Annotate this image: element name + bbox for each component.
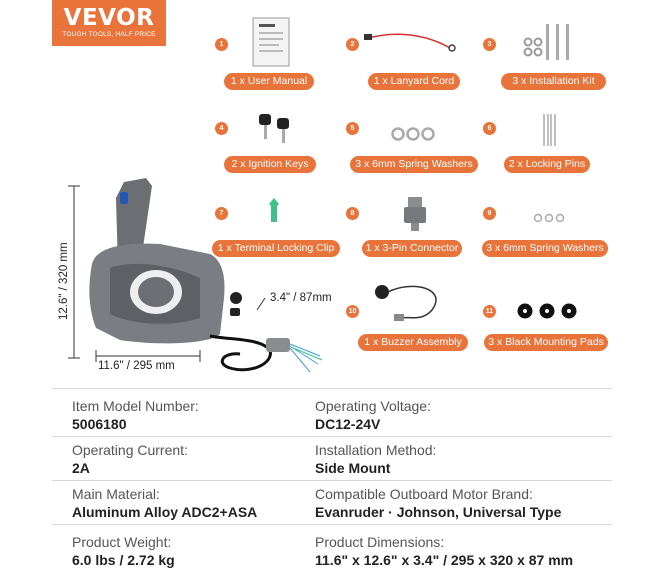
- part-label-locking-pins: 2 x Locking Pins: [504, 156, 590, 173]
- part-label-spring-washers: 3 x 6mm Spring Washers: [350, 156, 478, 173]
- part-label-3-pin-connector: 1 x 3-Pin Connector: [362, 240, 462, 257]
- screws-icon: [520, 20, 575, 68]
- part-number: 11: [483, 305, 496, 318]
- spec-divider: [52, 388, 612, 389]
- spec-label-weight: Product Weight:: [72, 534, 172, 550]
- spec-label-compatible-brand: Compatible Outboard Motor Brand:: [315, 486, 533, 502]
- dimension-depth: 3.4" / 87mm: [270, 292, 332, 304]
- part-number: 3: [483, 38, 496, 51]
- spec-value-compatible-brand: Evanruder · Johnson, Universal Type: [315, 504, 562, 520]
- spec-divider: [52, 480, 612, 481]
- part-label-small-spring-washers: 3 x 6mm Spring Washers: [482, 240, 608, 257]
- pads-icon: [515, 302, 579, 320]
- spec-value-current: 2A: [72, 460, 90, 476]
- spec-label-material: Main Material:: [72, 486, 160, 502]
- part-number: 5: [346, 122, 359, 135]
- spec-label-model: Item Model Number:: [72, 398, 199, 414]
- part-number: 2: [346, 38, 359, 51]
- part-number: 4: [215, 122, 228, 135]
- washers-icon: [390, 126, 436, 142]
- spec-divider: [52, 524, 612, 525]
- dimension-width: 11.6" / 295 mm: [98, 360, 175, 372]
- small-washers-icon: [532, 212, 566, 224]
- spec-value-dimensions: 11.6" x 12.6" x 3.4" / 295 x 320 x 87 mm: [315, 552, 574, 568]
- part-number: 9: [483, 207, 496, 220]
- spec-label-current: Operating Current:: [72, 442, 188, 458]
- part-label-buzzer-assembly: 1 x Buzzer Assembly: [358, 334, 468, 351]
- buzzer-icon: [372, 278, 448, 326]
- keys-icon: [255, 110, 295, 148]
- spec-label-voltage: Operating Voltage:: [315, 398, 431, 414]
- dimension-height: 12.6" / 320 mm: [58, 242, 70, 320]
- part-label-installation-kit: 3 x Installation Kit: [501, 73, 606, 90]
- part-number: 8: [346, 207, 359, 220]
- part-label-lanyard-cord: 1 x Lanyard Cord: [368, 73, 460, 90]
- spec-value-voltage: DC12-24V: [315, 416, 381, 432]
- part-label-user-manual: 1 x User Manual: [224, 73, 314, 90]
- spec-divider: [52, 436, 612, 437]
- lanyard-icon: [362, 26, 462, 56]
- throttle-control-image: [60, 168, 360, 390]
- part-number: 10: [346, 305, 359, 318]
- part-label-ignition-keys: 2 x Ignition Keys: [224, 156, 316, 173]
- vevor-logo: [52, 0, 166, 46]
- part-number: 6: [483, 122, 496, 135]
- spec-value-installation: Side Mount: [315, 460, 391, 476]
- part-label-terminal-locking-clip: 1 x Terminal Locking Clip: [212, 240, 340, 257]
- logo-tagline: TOUGH TOOLS, HALF PRICE: [62, 31, 156, 38]
- spec-label-installation: Installation Method:: [315, 442, 437, 458]
- spec-value-material: Aluminum Alloy ADC2+ASA: [72, 504, 258, 520]
- manual-icon: [251, 16, 291, 68]
- part-number: 7: [215, 207, 228, 220]
- spec-value-weight: 6.0 lbs / 2.72 kg: [72, 552, 175, 568]
- spec-label-dimensions: Product Dimensions:: [315, 534, 445, 550]
- logo-brand: VEVOR: [63, 5, 155, 31]
- spec-value-model: 5006180: [72, 416, 127, 432]
- pins-icon: [537, 112, 561, 150]
- connector-icon: [400, 195, 432, 235]
- part-label-black-mounting-pads: 3 x Black Mounting Pads: [484, 334, 608, 351]
- part-number: 1: [215, 38, 228, 51]
